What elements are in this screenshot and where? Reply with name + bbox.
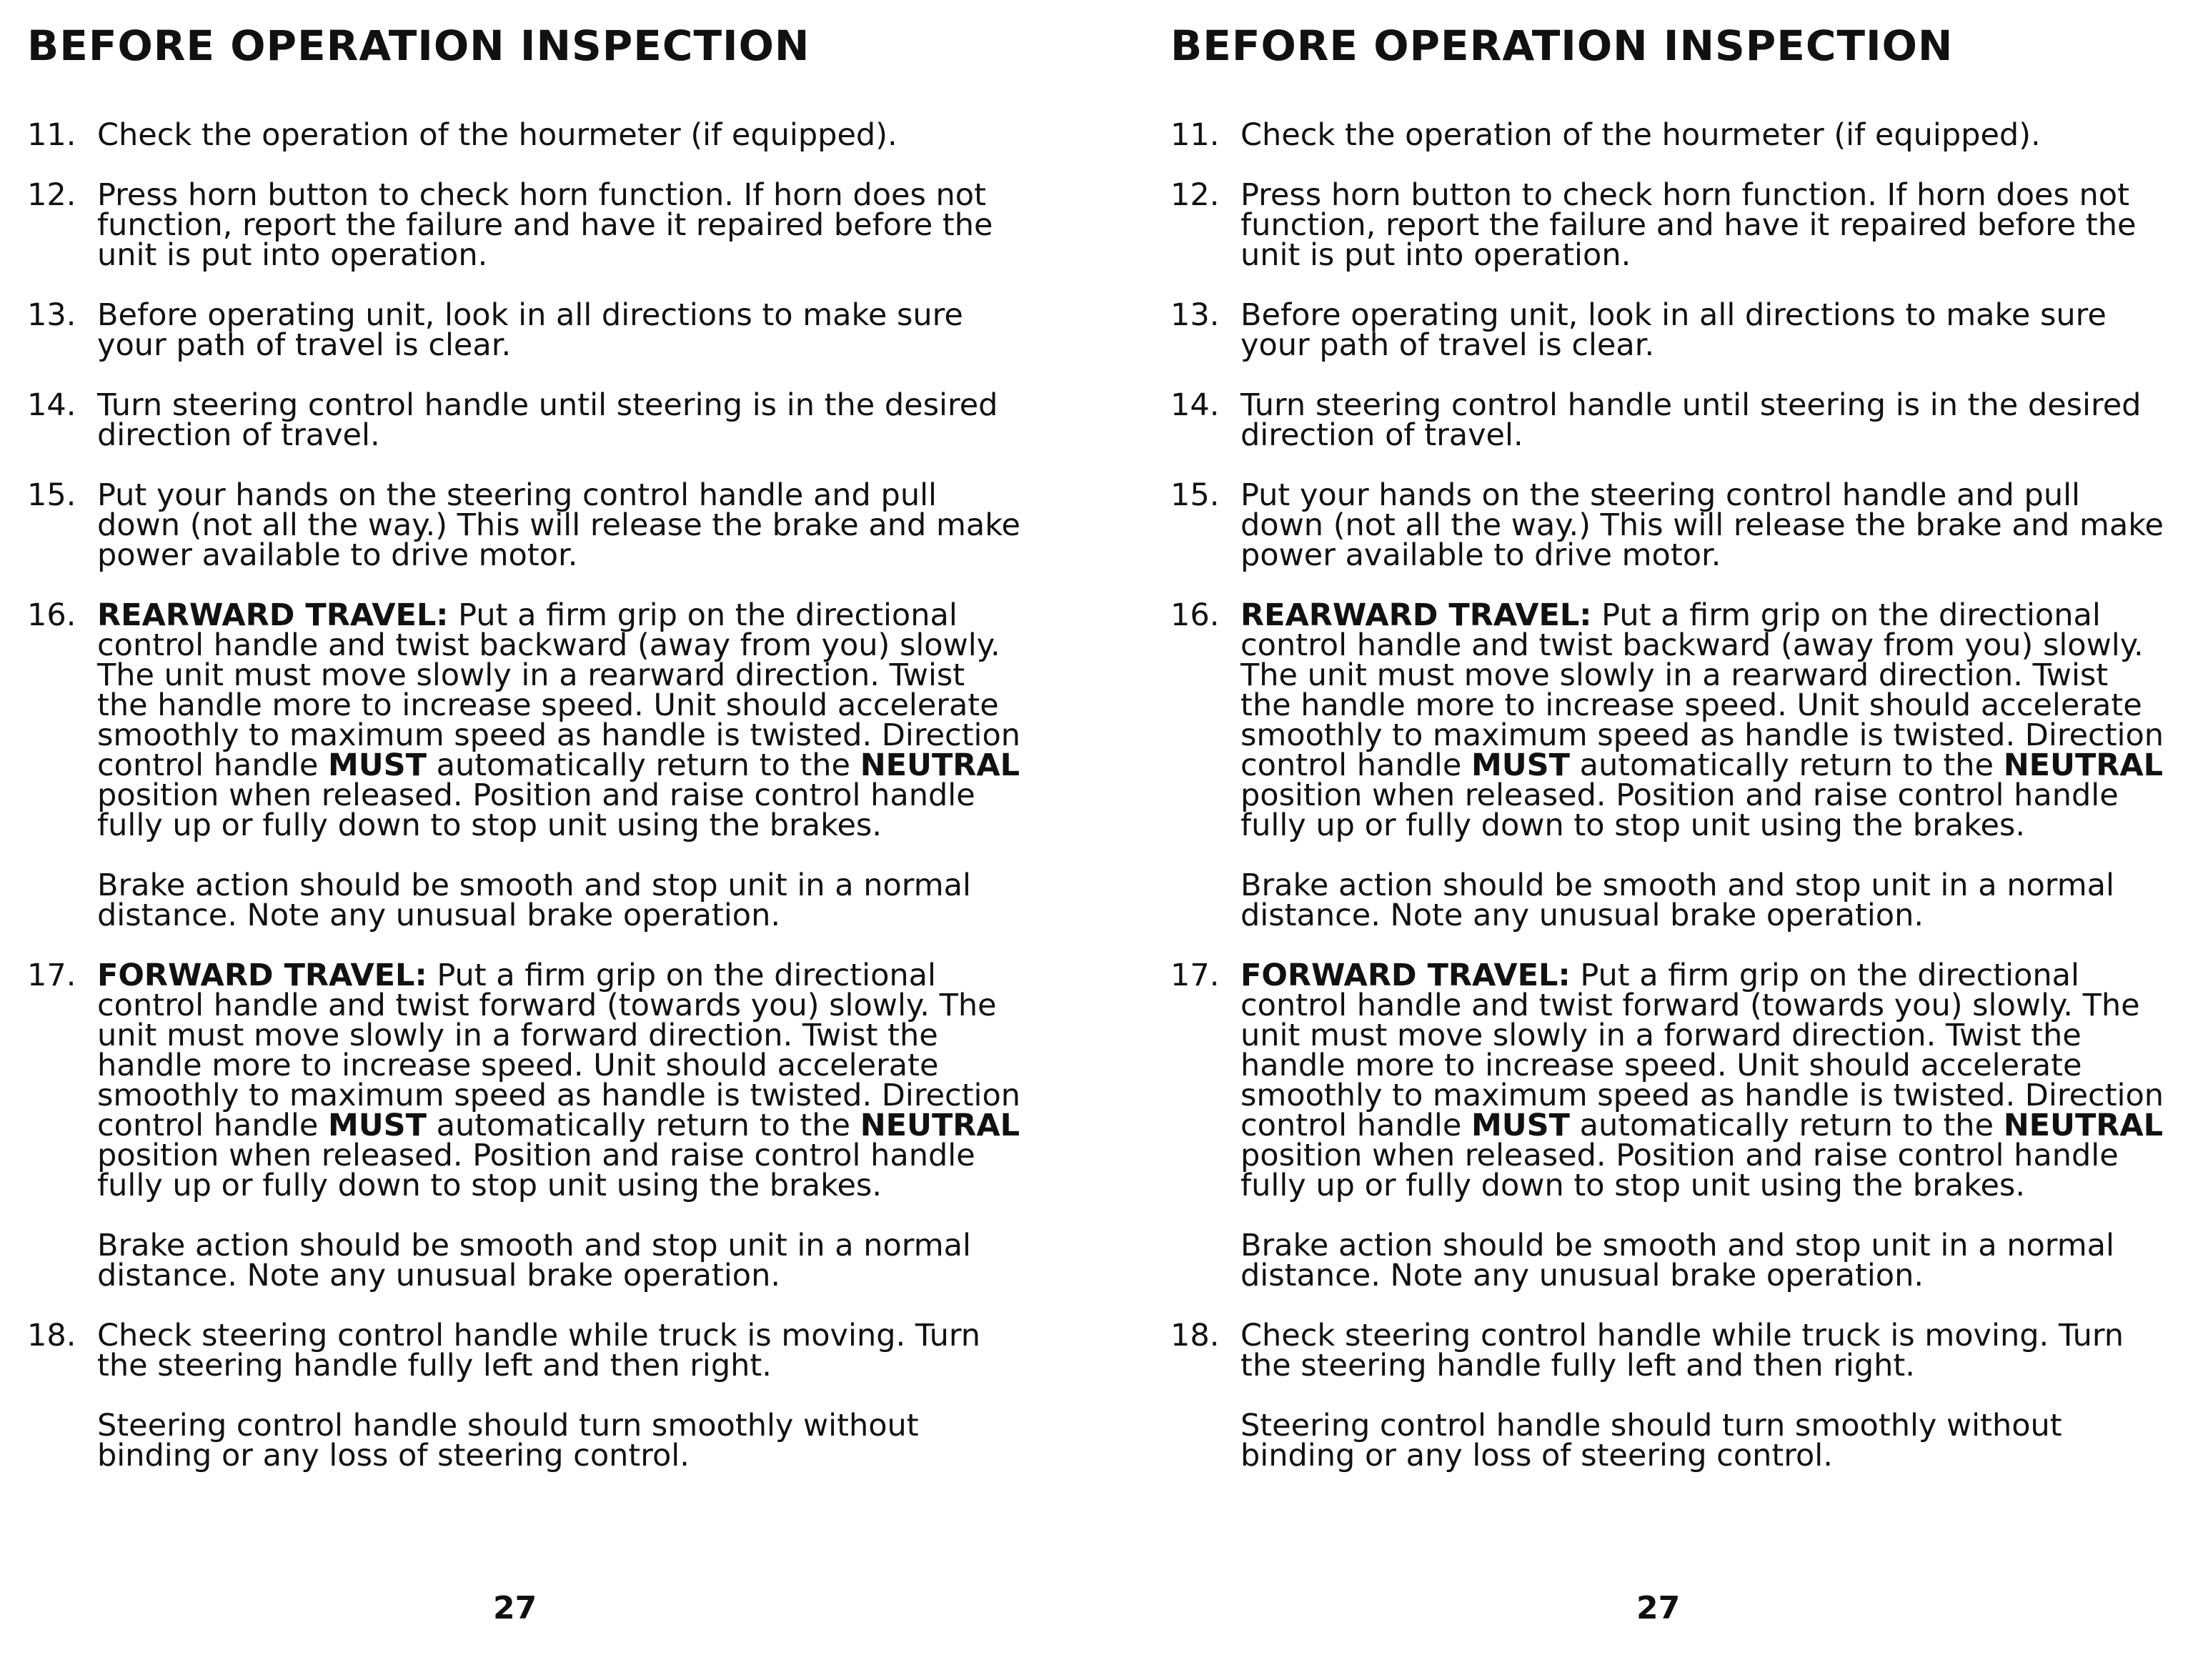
forward-travel-term: FORWARD TRAVEL: xyxy=(97,958,427,993)
list-item-13 xyxy=(27,297,1024,363)
list-item-12 xyxy=(1170,177,2167,273)
item-number: 13. xyxy=(27,297,76,333)
list-item-17 xyxy=(1170,960,2167,1291)
neutral-keyword: NEUTRAL xyxy=(860,1108,1020,1143)
neutral-keyword: NEUTRAL xyxy=(2003,1108,2164,1143)
forward-travel-term: FORWARD TRAVEL: xyxy=(1240,958,1571,993)
list-item-12 xyxy=(27,177,1024,273)
list-item-11 xyxy=(1170,117,2167,153)
list-item-17 xyxy=(27,960,1024,1291)
item-text xyxy=(1240,960,2167,1201)
item-note: Brake action should be smooth and stop unit in a normal distance. Note any unusual brake operation. xyxy=(1240,1228,2114,1293)
item-text-part: automatically return to the xyxy=(436,747,851,783)
item-text-part: Put a firm grip on the directional control handle and twist forward (towards you) slowly. The unit must move slowly in a forward direction. Twist the handle more to increase speed. Unit should accelerate smoothly to maximum speed as handle is twisted. Direction control handle xyxy=(1240,958,2164,1143)
item-text: Turn steering control handle until steering is in the desired direction of travel. xyxy=(97,387,998,453)
item-number: 12. xyxy=(27,177,76,213)
item-text: Press horn button to check horn function. If horn does not function, report the failure and have it repaired before the unit is put into operation. xyxy=(1240,177,2137,273)
item-text: Check the operation of the hourmeter (if equipped). xyxy=(1240,117,2041,153)
item-number: 17. xyxy=(27,958,76,993)
item-note: Brake action should be smooth and stop unit in a normal distance. Note any unusual brake operation. xyxy=(1240,868,2114,933)
item-number: 11. xyxy=(27,117,76,153)
item-note: Steering control handle should turn smoothly without binding or any loss of steering control. xyxy=(1240,1408,2062,1473)
neutral-keyword: NEUTRAL xyxy=(860,747,1020,783)
item-number: 13. xyxy=(1170,297,1220,333)
item-text: Put your hands on the steering control handle and pull down (not all the way.) This will release the brake and make power available to drive motor. xyxy=(1240,477,2164,573)
page-heading: BEFORE OPERATION INSPECTION xyxy=(27,21,810,70)
must-keyword: MUST xyxy=(1471,1108,1570,1143)
item-note: Brake action should be smooth and stop unit in a normal distance. Note any unusual brake operation. xyxy=(97,868,971,933)
list-item-16 xyxy=(1170,597,2167,933)
list-item-13 xyxy=(1170,297,2167,363)
item-number: 11. xyxy=(1170,117,1220,153)
item-number: 18. xyxy=(27,1318,76,1353)
neutral-keyword: NEUTRAL xyxy=(2003,747,2164,783)
item-text-part: position when released. Position and raise control handle fully up or fully down to stop unit using the brakes. xyxy=(1240,777,2119,843)
item-text: Before operating unit, look in all directions to make sure your path of travel is clear. xyxy=(1240,297,2107,363)
item-text-part: position when released. Position and raise control handle fully up or fully down to stop unit using the brakes. xyxy=(97,777,975,843)
inspection-list xyxy=(27,117,1024,1501)
list-item-18 xyxy=(27,1318,1024,1473)
item-text: Before operating unit, look in all directions to make sure your path of travel is clear. xyxy=(97,297,963,363)
list-item-16 xyxy=(27,597,1024,933)
item-text: Check steering control handle while truck is moving. Turn the steering handle fully left and then right. xyxy=(1240,1318,2124,1383)
inspection-list xyxy=(1170,117,2167,1501)
item-number: 16. xyxy=(1170,597,1220,633)
item-number: 16. xyxy=(27,597,76,633)
must-keyword: MUST xyxy=(327,747,427,783)
item-note: Brake action should be smooth and stop unit in a normal distance. Note any unusual brake operation. xyxy=(97,1228,971,1293)
item-number: 15. xyxy=(27,477,76,513)
rearward-travel-term: REARWARD TRAVEL: xyxy=(1240,597,1592,633)
item-number: 18. xyxy=(1170,1318,1220,1353)
page-number: 27 xyxy=(493,1590,537,1626)
item-text-part: Put a firm grip on the directional control handle and twist backward (away from you) slowly. The unit must move slowly in a rearward direction. Twist the handle more to increase speed. Unit should accelerate smoothly to maximum speed as handle is twisted. Direction control handle xyxy=(1240,597,2164,783)
item-text: Check steering control handle while truck is moving. Turn the steering handle fully left and then right. xyxy=(97,1318,980,1383)
rearward-travel-term: REARWARD TRAVEL: xyxy=(97,597,449,633)
item-text-part: Put a firm grip on the directional control handle and twist forward (towards you) slowly. The unit must move slowly in a forward direction. Twist the handle more to increase speed. Unit should accelerate smoothly to maximum speed as handle is twisted. Direction control handle xyxy=(97,958,1021,1143)
item-text-part: Put a firm grip on the directional control handle and twist backward (away from you) slowly. The unit must move slowly in a rearward direction. Twist the handle more to increase speed. Unit should accelerate smoothly to maximum speed as handle is twisted. Direction control handle xyxy=(97,597,1021,783)
list-item-14 xyxy=(27,387,1024,453)
item-text: Press horn button to check horn function. If horn does not function, report the failure and have it repaired before the unit is put into operation. xyxy=(97,177,993,273)
item-text-part: position when released. Position and raise control handle fully up or fully down to stop unit using the brakes. xyxy=(1240,1138,2119,1203)
item-text: Check the operation of the hourmeter (if equipped). xyxy=(97,117,897,153)
item-text xyxy=(97,597,1024,843)
item-text xyxy=(1240,597,2167,843)
must-keyword: MUST xyxy=(327,1108,427,1143)
item-note: Steering control handle should turn smoothly without binding or any loss of steering control. xyxy=(97,1408,919,1473)
item-number: 14. xyxy=(1170,387,1220,423)
list-item-15 xyxy=(1170,477,2167,573)
right-page xyxy=(1099,0,2198,1680)
list-item-11 xyxy=(27,117,1024,153)
item-text: Turn steering control handle until steering is in the desired direction of travel. xyxy=(1240,387,2142,453)
must-keyword: MUST xyxy=(1471,747,1570,783)
item-number: 17. xyxy=(1170,958,1220,993)
item-text: Put your hands on the steering control handle and pull down (not all the way.) This will release the brake and make power available to drive motor. xyxy=(97,477,1021,573)
item-text-part: automatically return to the xyxy=(1579,1108,1994,1143)
item-number: 15. xyxy=(1170,477,1220,513)
page-number: 27 xyxy=(1636,1590,1681,1626)
item-text xyxy=(97,960,1024,1201)
item-text-part: position when released. Position and raise control handle fully up or fully down to stop unit using the brakes. xyxy=(97,1138,975,1203)
list-item-18 xyxy=(1170,1318,2167,1473)
item-text-part: automatically return to the xyxy=(436,1108,851,1143)
item-text-part: automatically return to the xyxy=(1579,747,1994,783)
list-item-14 xyxy=(1170,387,2167,453)
item-number: 12. xyxy=(1170,177,1220,213)
item-number: 14. xyxy=(27,387,76,423)
list-item-15 xyxy=(27,477,1024,573)
page-heading: BEFORE OPERATION INSPECTION xyxy=(1170,21,1954,70)
